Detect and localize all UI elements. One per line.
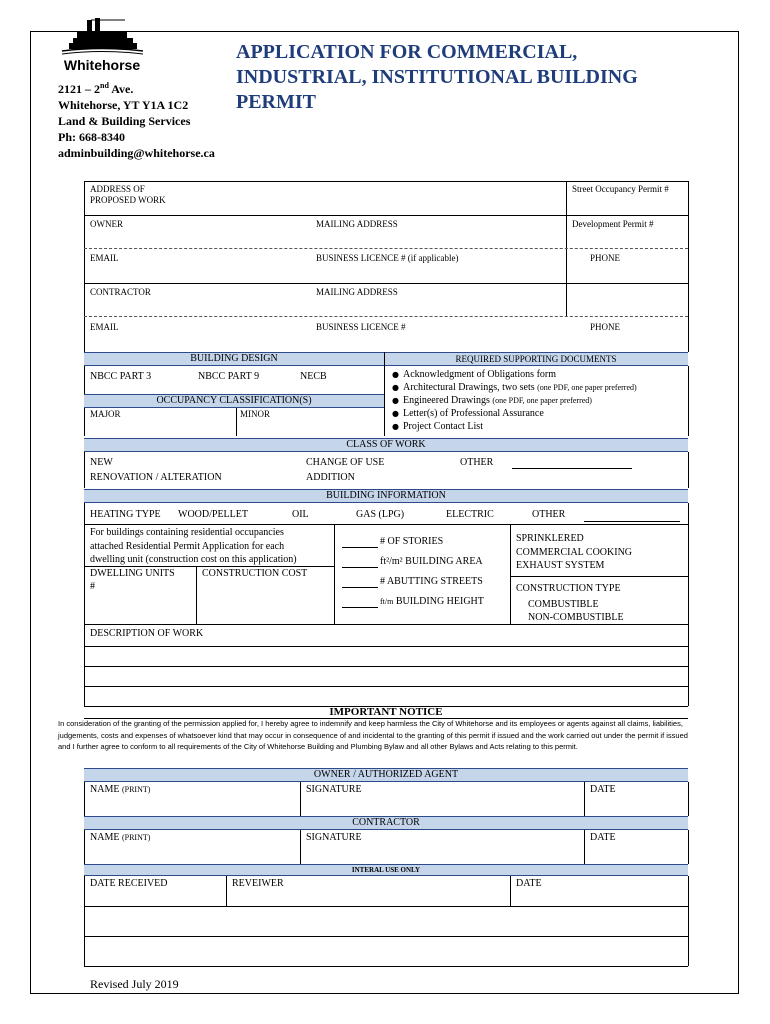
class-of-work-header: CLASS OF WORK: [84, 438, 688, 452]
address-email: adminbuilding@whitehorse.ca: [58, 146, 215, 160]
owner-signature-label: SIGNATURE: [306, 784, 362, 795]
other-work-option[interactable]: OTHER: [460, 457, 494, 468]
area-blank[interactable]: [342, 567, 378, 568]
dwelling-hash: #: [90, 581, 95, 592]
wood-option[interactable]: WOOD/PELLET: [178, 509, 248, 520]
owner-date-label: DATE: [590, 784, 616, 795]
date-received-label: DATE RECEIVED: [90, 878, 168, 889]
owner-label: OWNER: [90, 219, 123, 229]
residential-note-2: attached Residential Permit Application for each: [90, 541, 285, 552]
abutting-streets-label: # ABUTTING STREETS: [380, 576, 483, 587]
sprinklered-option[interactable]: SPRINKLERED: [516, 533, 584, 544]
non-combustible-option[interactable]: NON-COMBUSTIBLE: [528, 612, 624, 623]
heating-type-label: HEATING TYPE: [90, 509, 161, 520]
electric-option[interactable]: ELECTRIC: [446, 509, 494, 520]
other-work-blank[interactable]: [512, 468, 632, 469]
internal-use-header: INTERAL USE ONLY: [84, 864, 688, 876]
doc-architectural: ● Architectural Drawings, two sets (one PDF, one paper preferred): [392, 381, 637, 394]
residential-note-1: For buildings containing residential occupancies: [90, 527, 284, 538]
proposed-work-label: PROPOSED WORK: [90, 195, 166, 205]
description-label: DESCRIPTION OF WORK: [90, 628, 204, 639]
cooking-option[interactable]: COMMERCIAL COOKING: [516, 547, 633, 558]
owner-agent-header: OWNER / AUTHORIZED AGENT: [84, 768, 688, 782]
other-heating-blank[interactable]: [584, 521, 680, 522]
stories-label: # OF STORIES: [380, 536, 444, 547]
building-info-header: BUILDING INFORMATION: [84, 489, 688, 503]
change-of-use-option[interactable]: CHANGE OF USE: [306, 457, 385, 468]
contractor-licence-label: BUSINESS LICENCE #: [316, 322, 406, 332]
contractor-name-label: NAME (PRINT): [90, 832, 151, 843]
owner-email-label: EMAIL: [90, 253, 119, 263]
new-option[interactable]: NEW: [90, 457, 113, 468]
notice-text: In consideration of the granting of the permission applied for, I hereby agree to indemnify and keep harmless the City of Whitehorse and its employees or agents against all claims, liabilities, judgements, costs and expenses of whatsoever kind that may occur in consequence of and incidental to the granting of this permit if issued and the work carried out under the permit if issued and I further agree to conform to all requirements of the City of Whitehorse Building and Plumbing Bylaw and all other Bylaws and Acts relating to this permit.: [58, 719, 688, 751]
stories-blank[interactable]: [342, 547, 378, 548]
residential-note-3: dwelling unit (construction cost on this application): [90, 554, 297, 565]
street-occupancy-label: Street Occupancy Permit #: [572, 184, 669, 194]
occupancy-header: OCCUPANCY CLASSIFICATION(S): [84, 394, 384, 408]
contractor-signature-label: SIGNATURE: [306, 832, 362, 843]
owner-phone-label: PHONE: [590, 253, 621, 263]
construction-type-label: CONSTRUCTION TYPE: [516, 583, 621, 594]
cooking-line-2: EXHAUST SYSTEM: [516, 560, 605, 571]
building-area-label: ft²/m² BUILDING AREA: [380, 556, 483, 567]
dwelling-units-label: DWELLING UNITS: [90, 568, 175, 579]
whitehorse-logo: [57, 18, 147, 73]
nbcc-part3-option[interactable]: NBCC PART 3: [90, 371, 152, 382]
svg-text:Whitehorse: Whitehorse: [63, 57, 141, 73]
building-design-header: BUILDING DESIGN: [84, 352, 384, 366]
height-blank[interactable]: [342, 607, 378, 608]
required-docs-list: [392, 368, 637, 433]
contractor-email-label: EMAIL: [90, 322, 119, 332]
contractor-date-label: DATE: [590, 832, 616, 843]
page-title: APPLICATION FOR COMMERCIAL, INDUSTRIAL, INSTITUTIONAL BUILDING PERMIT: [236, 41, 638, 113]
address-line-3: Land & Building Services: [58, 114, 191, 128]
oil-option[interactable]: OIL: [292, 509, 309, 520]
contractor-label: CONTRACTOR: [90, 287, 151, 297]
gas-option[interactable]: GAS (LPG): [356, 509, 405, 520]
contractor-phone-label: PHONE: [590, 322, 621, 332]
address-of-label: ADDRESS OF: [90, 184, 145, 194]
notice-header: IMPORTANT NOTICE: [329, 706, 443, 718]
reviewer-label: REVEIWER: [232, 878, 284, 889]
other-heating-option[interactable]: OTHER: [532, 509, 566, 520]
contractor-mailing-label: MAILING ADDRESS: [316, 287, 398, 297]
internal-date-label: DATE: [516, 878, 542, 889]
description-line-3[interactable]: [84, 686, 688, 687]
office-address: 2121 – 2nd Ave. Whitehorse, YT Y1A 1C2 Land & Building Services Ph: 668-8340 adminbuilding@whitehorse.ca: [58, 81, 215, 160]
owner-mailing-label: MAILING ADDRESS: [316, 219, 398, 229]
description-line-1[interactable]: [84, 646, 688, 647]
addition-option[interactable]: ADDITION: [306, 472, 355, 483]
address-line-4: Ph: 668-8340: [58, 130, 125, 144]
nbcc-part9-option[interactable]: NBCC PART 9: [198, 371, 260, 382]
description-line-2[interactable]: [84, 666, 688, 667]
minor-label: MINOR: [240, 409, 271, 419]
construction-cost-label: CONSTRUCTION COST: [202, 568, 308, 579]
doc-engineered: ● Engineered Drawings (one PDF, one paper preferred): [392, 394, 637, 407]
major-label: MAJOR: [90, 409, 121, 419]
doc-contact-list: ● Project Contact List: [392, 420, 637, 433]
address-line-2: Whitehorse, YT Y1A 1C2: [58, 98, 189, 112]
docs-header: REQUIRED SUPPORTING DOCUMENTS: [384, 352, 688, 366]
necb-option[interactable]: NECB: [300, 371, 327, 382]
owner-licence-label: BUSINESS LICENCE # (if applicable): [316, 253, 459, 263]
contractor-header: CONTRACTOR: [84, 816, 688, 830]
abutting-blank[interactable]: [342, 587, 378, 588]
revised-date: Revised July 2019: [90, 977, 179, 991]
renovation-option[interactable]: RENOVATION / ALTERATION: [90, 472, 222, 483]
building-height-label: ft/m BUILDING HEIGHT: [380, 596, 484, 607]
address-line-1: 2121 – 2: [58, 82, 100, 96]
owner-name-label: NAME (PRINT): [90, 784, 151, 795]
combustible-option[interactable]: COMBUSTIBLE: [528, 599, 599, 610]
doc-acknowledgment: ● Acknowledgment of Obligations form: [392, 368, 637, 381]
development-permit-label: Development Permit #: [572, 219, 654, 229]
doc-assurance: ● Letter(s) of Professional Assurance: [392, 407, 637, 420]
